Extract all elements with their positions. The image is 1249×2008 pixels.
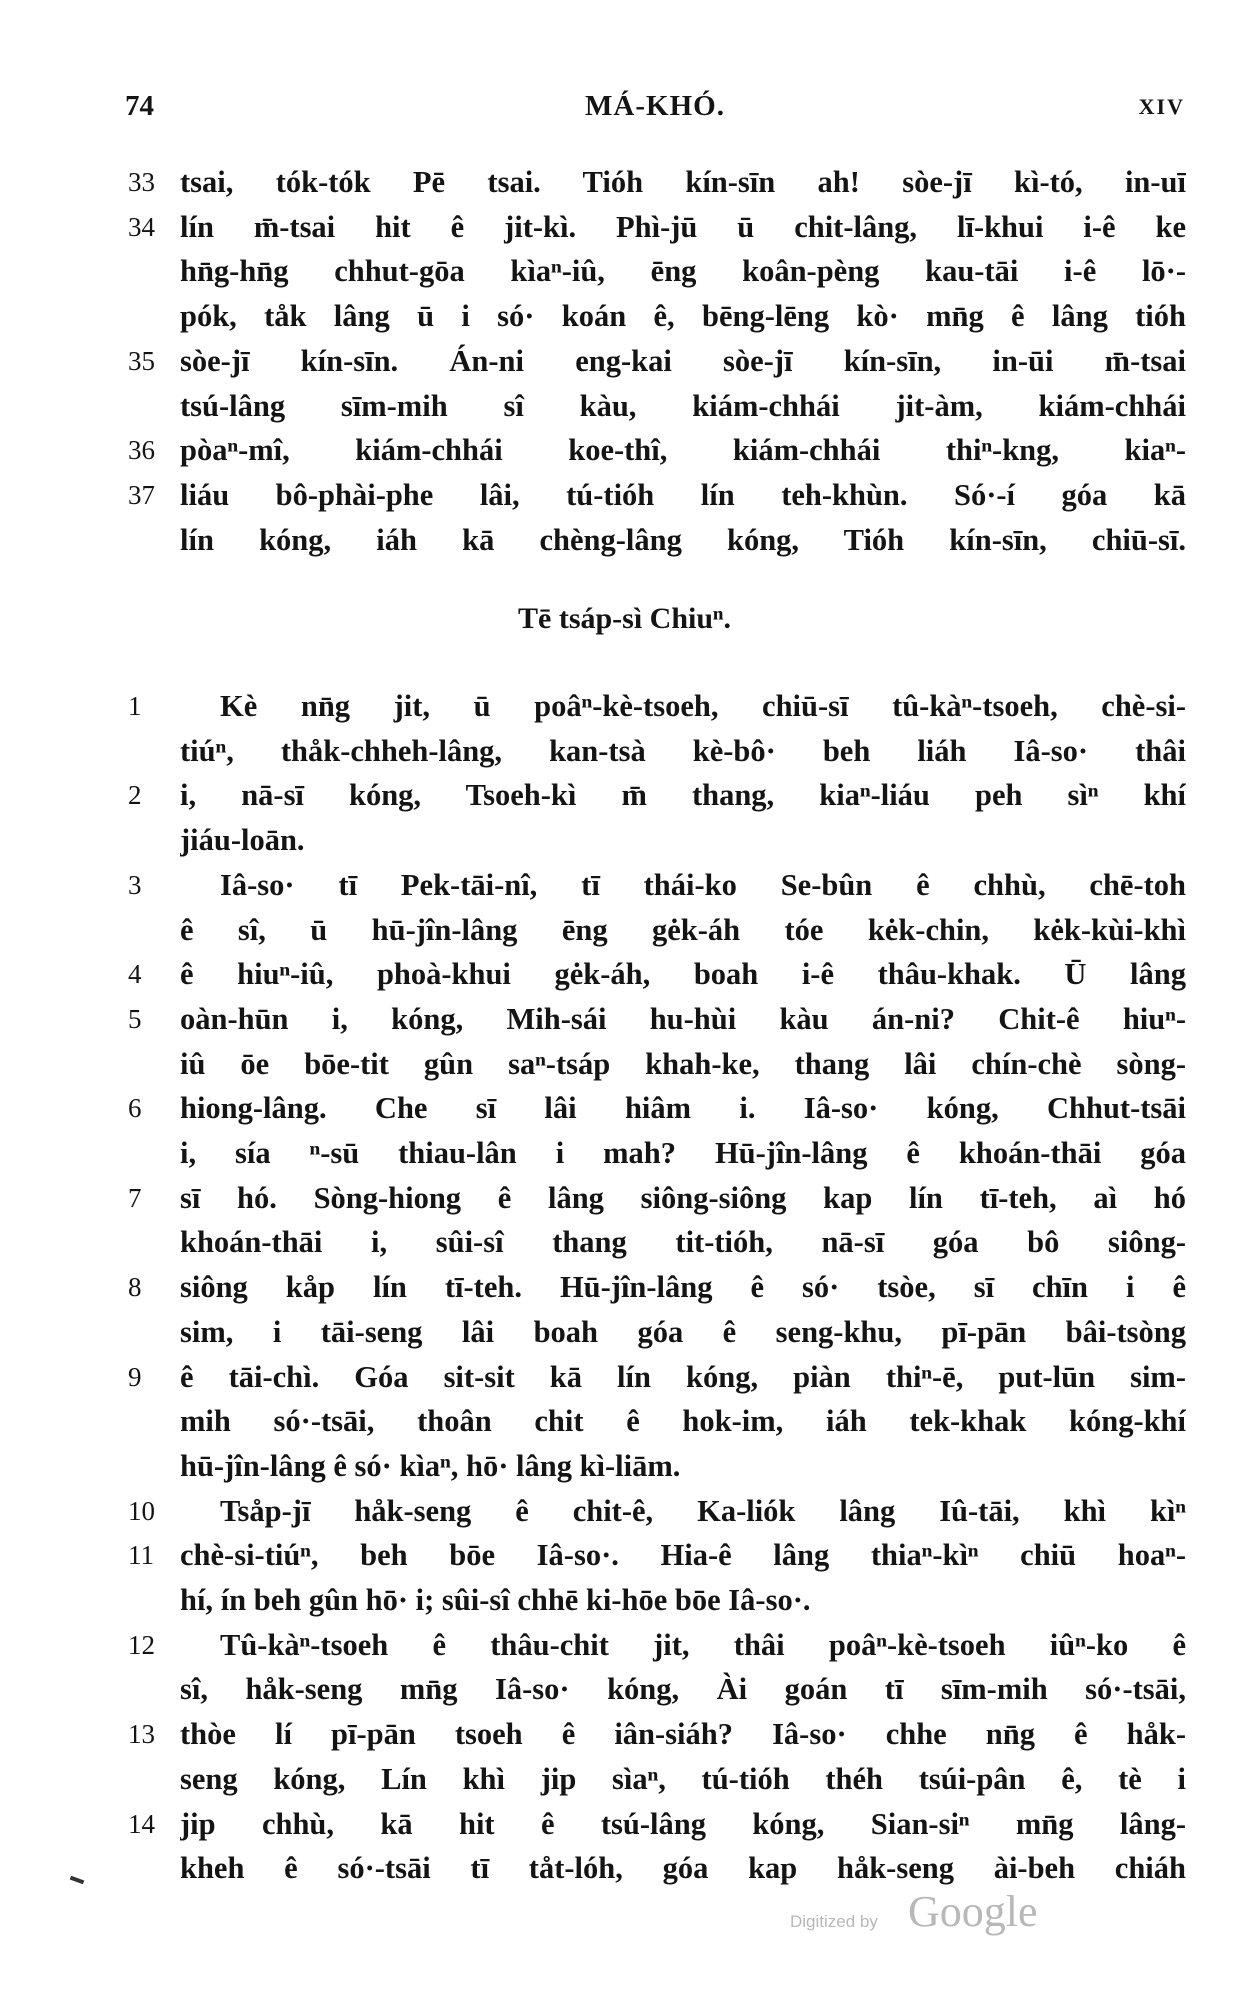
line-text: Iâ-so· tī Pek-tāi-nî, tī thái-ko Se-bûn ê chhù, chē-toh: [220, 867, 1186, 902]
text-line: [0, 773, 1249, 817]
line-text: hí, ín beh gûn hō· i; sûi-sî chhē ki-hōe bōe Iâ-so·.: [180, 1583, 811, 1617]
line-text: sī hó. Sòng-hiong ê lâng siông-siông kap lín tī-teh, aì hó: [180, 1180, 1186, 1215]
line-text: lín kóng, iáh kā chèng-lâng kóng, Tióh kín-sīn, chiū-sī.: [180, 522, 1186, 557]
line-text: i, nā-sī kóng, Tsoeh-kì m̄ thang, kiaⁿ-liáu peh sìⁿ khí: [180, 778, 1186, 813]
text-line: [0, 952, 1249, 996]
line-text: sî, håk-seng mn̄g Iâ-so· kóng, Ài goán tī sīm-mih só·-tsāi,: [180, 1672, 1186, 1707]
section-title: Tē tsáp-sì Chiuⁿ.: [518, 602, 731, 635]
line-text: oàn-hūn i, kóng, Mih-sái hu-hùi kàu án-ni? Chit-ê hiuⁿ-: [180, 1001, 1186, 1036]
verse-number: 14: [128, 1808, 155, 1839]
verse-number: 11: [128, 1540, 154, 1571]
line-text: kheh ê só·-tsāi tī tåt-lóh, góa kap håk-seng ài-beh chiáh: [180, 1851, 1186, 1886]
line-text: thòe lí pī-pān tsoeh ê iân-siáh? Iâ-so· chhe nn̄g ê håk-: [180, 1717, 1186, 1752]
line-text: mih só·-tsāi, thoân chit ê hok-im, iáh tek-khak kóng-khí: [180, 1404, 1186, 1439]
line-text: Kè nn̄g jit, ū poâⁿ-kè-tsoeh, chiū-sī tû-kàⁿ-tsoeh, chè-si-: [220, 689, 1186, 723]
text-line: [0, 1757, 1249, 1801]
line-text: jiáu-loān.: [180, 823, 305, 858]
text-line: [0, 908, 1249, 952]
text-line: [0, 518, 1249, 562]
text-line: [0, 1176, 1249, 1220]
verse-number: 13: [128, 1719, 155, 1750]
verse-number: 3: [128, 869, 142, 900]
line-text: hiong-lâng. Che sī lâi hiâm i. Iâ-so· kóng, Chhut-tsāi: [180, 1091, 1186, 1126]
text-line: [0, 729, 1249, 773]
text-line: [0, 339, 1249, 383]
line-text: tsú-lâng sīm-mih sî kàu, kiám-chhái jit-àm, kiám-chhái: [180, 388, 1186, 423]
text-line: [0, 1533, 1249, 1577]
text-line: [0, 249, 1249, 293]
page-header: [125, 90, 1185, 140]
text-line: [0, 160, 1249, 204]
verse-number: 8: [128, 1272, 142, 1303]
verse-number: 5: [128, 1003, 142, 1034]
verse-number: 36: [128, 435, 155, 466]
text-line: [0, 1444, 1249, 1488]
text-line: [0, 1399, 1249, 1443]
text-line: [0, 1578, 1249, 1622]
text-line: [0, 294, 1249, 338]
line-text: tiúⁿ, thåk-chheh-lâng, kan-tsà kè-bô· beh liáh Iâ-so· thâi: [180, 733, 1186, 768]
line-text: siông kåp lín tī-teh. Hū-jîn-lâng ê só· tsòe, sī chīn i ê: [180, 1270, 1186, 1305]
line-text: ê sî, ū hū-jîn-lâng ēng gėk-áh tóe kėk-chin, kėk-kùi-khì: [180, 912, 1186, 947]
line-text: sòe-jī kín-sīn. Án-ni eng-kai sòe-jī kín-sīn, in-ūi m̄-tsai: [180, 343, 1186, 378]
digitization-watermark: [790, 1886, 1070, 1946]
watermark-prefix: Digitized by: [790, 1912, 878, 1931]
verse-number: 10: [128, 1495, 155, 1526]
verse-number: 12: [128, 1629, 155, 1660]
line-text: jip chhù, kā hit ê tsú-lâng kóng, Sian-siⁿ mn̄g lâng-: [180, 1806, 1186, 1841]
line-text: pòaⁿ-mî, kiám-chhái koe-thî, kiám-chhái thiⁿ-kng, kiaⁿ-: [180, 433, 1186, 468]
line-text: liáu bô-phài-phe lâi, tú-tióh lín teh-khùn. Só·-í góa kā: [180, 477, 1186, 512]
line-text: iû ōe bōe-tit gûn saⁿ-tsáp khah-ke, thang lâi chín-chè sòng-: [180, 1046, 1186, 1081]
text-line: [0, 1667, 1249, 1711]
line-text: i, sía ⁿ-sū thiau-lân i mah? Hū-jîn-lâng ê khoán-thāi góa: [180, 1136, 1186, 1170]
text-line: [0, 818, 1249, 862]
text-line: [0, 1131, 1249, 1175]
text-line: [0, 1310, 1249, 1354]
text-line: [0, 384, 1249, 428]
line-text: sim, i tāi-seng lâi boah góa ê seng-khu, pī-pān bâi-tsòng: [180, 1314, 1186, 1349]
line-text: lín m̄-tsai hit ê jit-kì. Phì-jū ū chit-lâng, lī-khui i-ê ke: [180, 209, 1186, 244]
text-line: [0, 1265, 1249, 1309]
text-line: [0, 1042, 1249, 1086]
text-line: [0, 863, 1249, 907]
verse-number: 35: [128, 345, 155, 376]
line-text: ê tāi-chì. Góa sit-sit kā lín kóng, piàn thiⁿ-ē, put-lūn sim-: [180, 1359, 1186, 1394]
line-text: pók, tåk lâng ū i só· koán ê, bēng-lēng kò· mn̄g ê lâng tióh: [180, 299, 1186, 334]
text-line: [0, 428, 1249, 472]
text-line: [0, 473, 1249, 517]
watermark-brand: Google: [908, 1887, 1038, 1936]
verse-number: 7: [128, 1182, 142, 1213]
line-text: hū-jîn-lâng ê só· kìaⁿ, hō· lâng kì-liām.: [180, 1448, 681, 1483]
verse-number: 6: [128, 1093, 142, 1124]
text-line: [0, 1489, 1249, 1533]
text-line: [0, 1623, 1249, 1667]
running-title: MÁ-KHÓ.: [585, 90, 725, 122]
line-text: khoán-thāi i, sûi-sî thang tit-tióh, nā-sī góa bô siông-: [180, 1225, 1186, 1260]
line-text: Tû-kàⁿ-tsoeh ê thâu-chit jit, thâi poâⁿ-kè-tsoeh iûⁿ-ko ê: [220, 1627, 1186, 1662]
line-text: seng kóng, Lín khì jip sìaⁿ, tú-tióh théh tsúi-pân ê, tè i: [180, 1761, 1186, 1796]
line-text: hn̄g-hn̄g chhut-gōa kìaⁿ-iû, ēng koân-pèng kau-tāi i-ê lō·-: [180, 254, 1186, 289]
verse-number: 34: [128, 211, 155, 242]
text-line: [0, 1712, 1249, 1756]
verse-number: 4: [128, 959, 142, 990]
verse-number: 1: [128, 691, 142, 721]
text-line: [0, 1220, 1249, 1264]
text-line: [0, 684, 1249, 728]
line-text: ê hiuⁿ-iû, phoà-khui gėk-áh, boah i-ê thâu-khak. Ū lâng: [180, 957, 1186, 992]
chapter-number: XIV: [1138, 94, 1185, 119]
line-text: chè-si-tiúⁿ, beh bōe Iâ-so·. Hia-ê lâng thiaⁿ-kìⁿ chiū hoaⁿ-: [180, 1538, 1186, 1573]
verse-number: 33: [128, 167, 155, 197]
text-line: [0, 1355, 1249, 1399]
text-line: [0, 1802, 1249, 1846]
line-text: Tsåp-jī håk-seng ê chit-ê, Ka-liók lâng Iû-tāi, khì kìⁿ: [220, 1493, 1186, 1528]
text-line: [0, 997, 1249, 1041]
text-line: [0, 205, 1249, 249]
verse-number: 9: [128, 1361, 142, 1392]
verse-number: 37: [128, 479, 155, 510]
text-line: [0, 1846, 1249, 1890]
verse-number: 2: [128, 780, 142, 811]
line-text: tsai, tók-tók Pē tsai. Tióh kín-sīn ah! sòe-jī kì-tó, in-uī: [180, 165, 1186, 199]
text-line: [0, 1086, 1249, 1130]
page-number: 74: [125, 90, 154, 122]
